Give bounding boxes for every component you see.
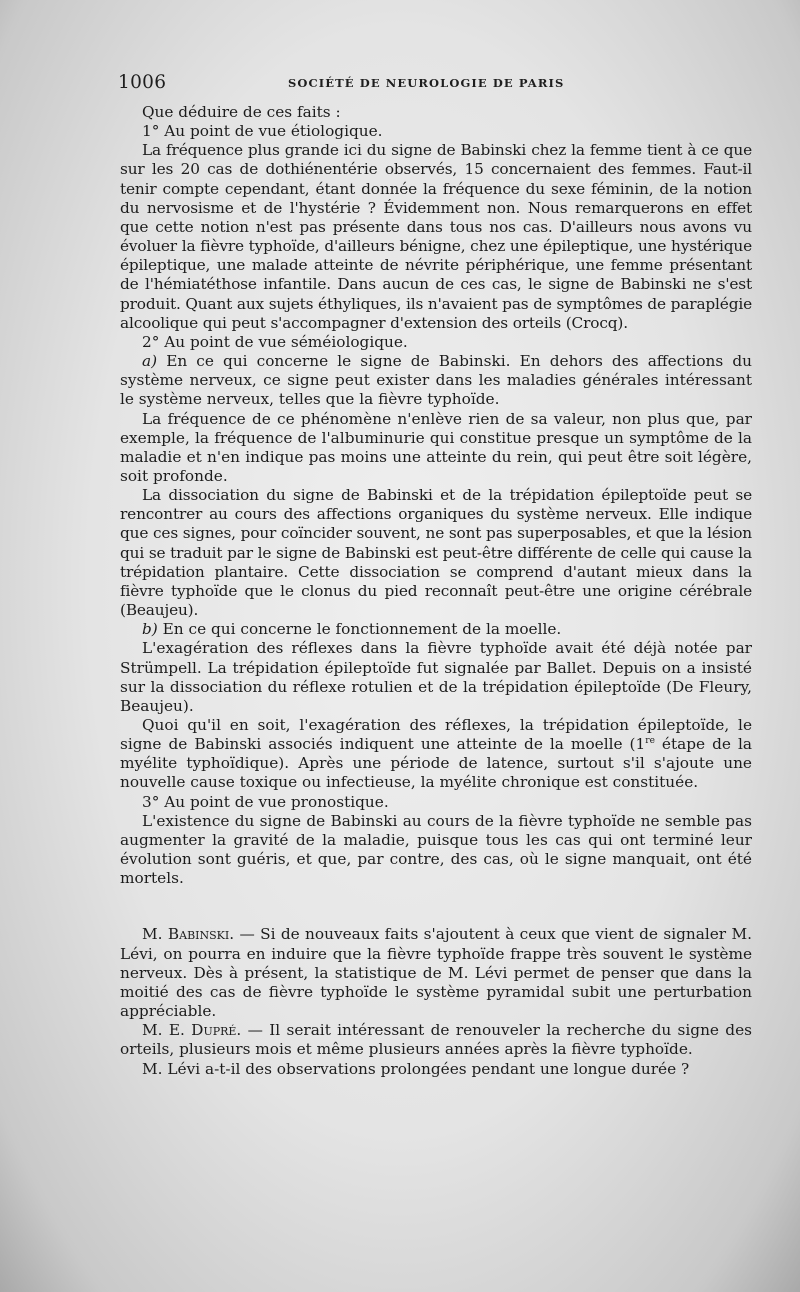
paragraph: L'exagération des réflexes dans la fièvre typhoïde avait été déjà notée par Strümpell. La trépidation épileptoïde fut signalée par Ballet. Depuis on a insisté sur la dissociation du réflexe rotulien et de la trépidation épileptoïde (De Fleury, Beaujeu).: [120, 639, 752, 715]
paragraph-text: — Si de nouveaux faits s'ajoutent à ceux que vient de signaler M. Lévi, on pourra en induire que la fièvre typhoïde frappe très souvent le système nerveux. Dès à présent, la statistique de M. Lévi permet de penser que dans la moitié des cas de fièvre typhoïde le système pyramidal subit une perturbation appréciable.: [120, 925, 752, 1021]
body-text: [120, 103, 752, 1079]
page-header: [118, 72, 750, 100]
discussion-paragraph: [120, 925, 752, 1021]
paragraph-text: étape de la myélite typhoïdique). Après une période de latence, surtout s'il s'ajoute une nouvelle cause toxique ou infectieuse, la myélite chronique est constituée.: [120, 735, 752, 792]
paragraph: La fréquence de ce phénomène n'enlève rien de sa valeur, non plus que, par exemple, la fréquence de l'albuminurie qui constitue presque un symptôme de la maladie et n'en indique pas moins une atteinte du rein, qui peut être soit légère, soit profonde.: [120, 409, 752, 485]
section-heading: 3° Au point de vue pronostique.: [142, 792, 389, 811]
paragraph: La fréquence plus grande ici du signe de Babinski chez la femme tient à ce que sur les 20 cas de dothiénentérie observés, 15 concernaient des femmes. Faut-il tenir compte cependant, étant donnée la fréquence du sexe féminin, de la notion du nervosisme et de l'hystérie ? Évidemment non. Nous remarquerons en effet que cette notion n'est pas présente dans tous nos cas. D'ailleurs nous avons vu évoluer la fièvre typhoïde, d'ailleurs bénigne, chez une épileptique, une hystérique épileptique, une malade atteinte de névrite périphérique, une femme présentant de l'hémiatéthose infantile. Dans aucun de ces cas, le signe de Babinski ne s'est produit. Quant aux sujets éthyliques, ils n'avaient pas de symptômes de paraplégie alcoolique qui peut s'accompagner d'extension des orteils (Crocq).: [120, 141, 752, 332]
paragraph: La dissociation du signe de Babinski et de la trépidation épileptoïde peut se rencontrer au cours des affections organiques du système nerveux. Elle indique que ces signes, pour coïncider souvent, ne sont pas superposables, et que la lésion qui se traduit par le signe de Babinski est peut-être différente de celle qui cause la trépidation plantaire. Cette dissociation se comprend d'autant mieux dans la fièvre typhoïde que le clonus du pied reconnaît peut-être une origine cérébrale (Beaujeu).: [120, 486, 752, 620]
paragraph: [120, 352, 752, 409]
paragraph: Que déduire de ces faits :: [142, 103, 341, 121]
speaker-name: M. Babinski.: [142, 925, 235, 944]
section-heading: 2° Au point de vue séméiologique.: [142, 332, 408, 351]
page-number: 1006: [118, 72, 167, 93]
discussion-paragraph: [120, 1021, 752, 1059]
paragraph-text: En ce qui concerne le fonctionnement de la moelle.: [157, 620, 562, 639]
paragraph: [120, 620, 752, 639]
running-title: SOCIÉTÉ DE NEUROLOGIE DE PARIS: [288, 76, 565, 90]
speaker-name: M. E. Dupré.: [142, 1021, 242, 1040]
superscript: re: [645, 736, 655, 747]
paragraph-text: — Il serait intéressant de renouveler la recherche du signe des orteils, plusieurs mois et même plusieurs années après la fièvre typhoïde.: [120, 1021, 752, 1059]
paragraph-text: En ce qui concerne le signe de Babinski. En dehors des affections du système nerveux, ce signe peut exister dans les maladies générales intéressant le système nerveux, telles que la fièvre typhoïde.: [120, 352, 752, 409]
list-letter: a): [142, 352, 158, 371]
paragraph: M. Lévi a-t-il des observations prolongées pendant une longue durée ?: [142, 1059, 690, 1078]
paragraph: [120, 716, 752, 793]
list-letter: b): [142, 620, 158, 639]
section-heading: 1° Au point de vue étiologique.: [142, 122, 383, 141]
paragraph: L'existence du signe de Babinski au cours de la fièvre typhoïde ne semble pas augmenter la gravité de la maladie, puisque tous les cas qui ont terminé leur évolution sont guéris, et que, par contre, des cas, où le signe manquait, ont été mortels.: [120, 811, 752, 888]
paragraph-text: Quoi qu'il en soit, l'exagération des réflexes, la trépidation épileptoïde, le signe de Babinski associés indiquent une atteinte de la moelle (1: [120, 716, 752, 754]
